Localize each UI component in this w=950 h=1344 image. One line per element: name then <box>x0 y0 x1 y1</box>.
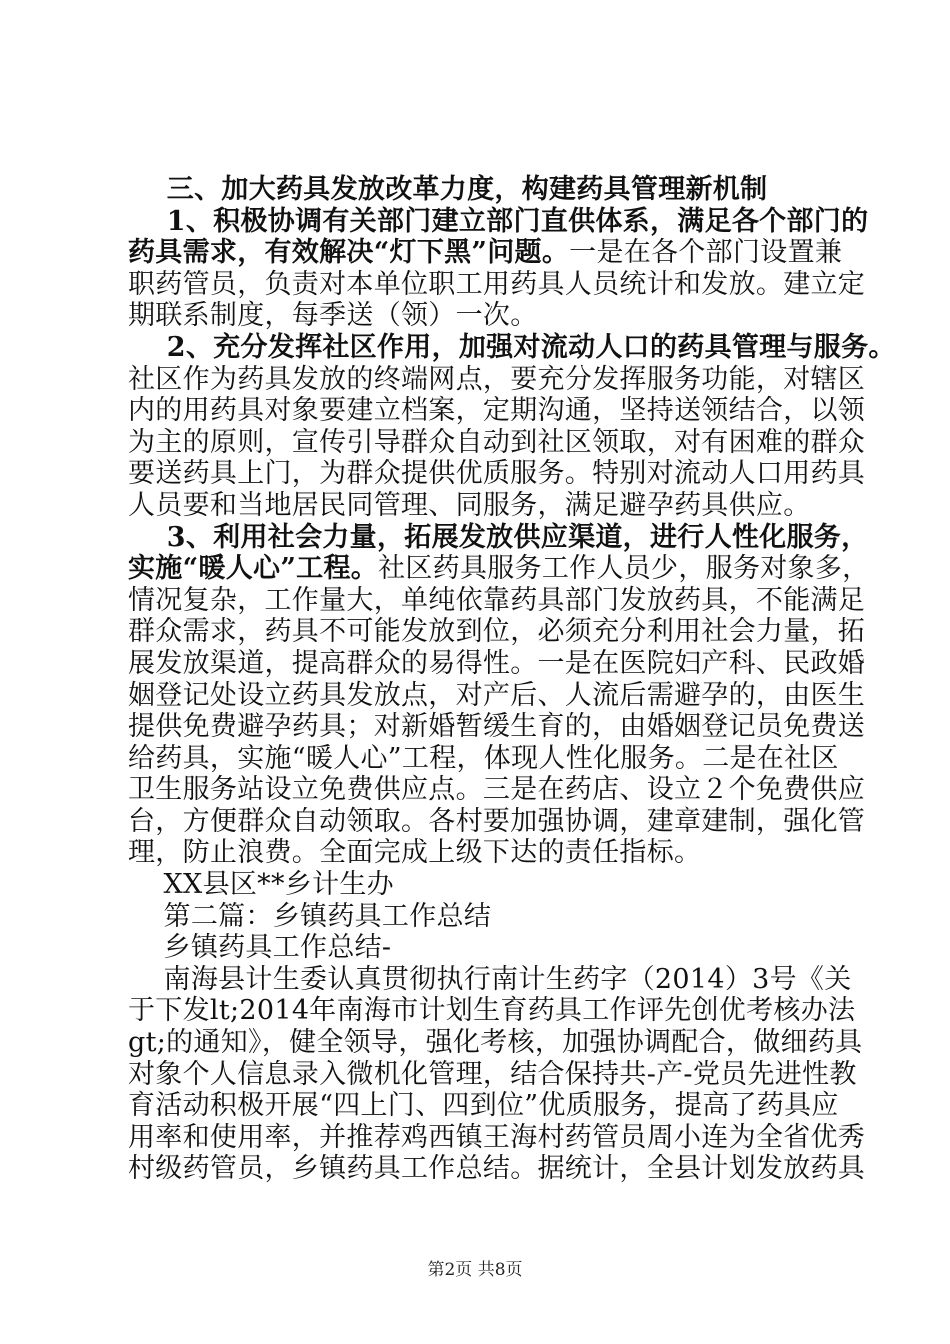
bold-text-segment: 药具需求，有效解决“灯下黑”问题。 <box>128 237 570 269</box>
text-line <box>128 490 843 522</box>
text-line <box>128 1058 857 1091</box>
text-line <box>128 331 896 364</box>
text-segment: 职药管员，负责对本单位职工用药具人员统计和发放。建立定 <box>128 268 866 300</box>
text-line <box>128 774 866 806</box>
text-segment: 乡镇药具工作总结- <box>128 932 392 964</box>
text-segment: 姻登记处设立药具发放点，对产后、人流后需避孕的，由医生 <box>128 679 866 711</box>
text-line <box>128 901 843 933</box>
text-segment: 给药具，实施“暖人心”工程，体现人性化服务。二是在社区 <box>128 742 839 774</box>
bold-text-segment: 3、利用社会力量，拓展发放供应渠道，进行人性化服务， <box>128 521 869 553</box>
text-line <box>128 679 866 712</box>
text-segment: 情况复杂，工作量大，单纯依靠药具部门发放药具，不能满足 <box>128 584 866 616</box>
text-segment: 社区作为药具发放的终端网点，要充分发挥服务功能，对辖区 <box>128 363 866 395</box>
text-segment: 于下发lt;2014年南海市计划生育药具工作评先创优考核办法 <box>128 995 856 1027</box>
text-line <box>128 395 866 427</box>
text-line <box>128 995 856 1027</box>
bold-text-segment: 三、加大药具发放改革力度，构建药具管理新机制 <box>128 174 768 205</box>
text-segment: 理，防止浪费。全面完成上级下达的责任指标。 <box>128 837 702 869</box>
text-segment: gt;的通知》，健全领导，强化考核，加强协调配合，做细药具 <box>128 1027 863 1059</box>
text-segment: 展发放渠道，提高群众的易得性。一是在医院妇产科、民政婚 <box>128 647 866 679</box>
text-segment: 育活动积极开展“四上门、四到位”优质服务，提高了药具应 <box>128 1090 839 1122</box>
text-line <box>128 837 843 869</box>
text-line <box>128 805 866 838</box>
text-segment: 卫生服务站设立免费供应点。三是在药店、设立２个免费供应 <box>128 774 866 806</box>
text-segment: 南海县计生委认真贯彻执行南计生药字（2014）3号《关 <box>128 963 852 995</box>
text-line <box>128 426 866 459</box>
text-line <box>128 300 843 332</box>
text-line <box>128 268 866 301</box>
text-segment: 社区药具服务工作人员少，服务对象多， <box>378 553 870 585</box>
bold-text-segment: 2、充分发挥社区作用，加强对流动人口的药具管理与服务。 <box>128 331 896 363</box>
text-line <box>128 458 866 490</box>
text-line <box>128 1027 863 1059</box>
text-segment: 第二篇：乡镇药具工作总结 <box>128 900 492 932</box>
bold-text-segment: 1、积极协调有关部门建立部门直供体系，满足各个部门的 <box>128 205 869 237</box>
text-line <box>128 237 843 269</box>
text-line <box>128 932 843 964</box>
text-segment: 期联系制度，每季送（领）一次。 <box>128 300 538 332</box>
text-segment: 台，方便群众自动领取。各村要加强协调，建章建制，强化管 <box>128 805 866 837</box>
text-line <box>128 553 870 585</box>
text-segment: 对象个人信息录入微机化管理，结合保持共-产-党员先进性教 <box>128 1058 857 1090</box>
text-line <box>128 647 866 680</box>
text-line <box>128 869 843 901</box>
text-segment: 村级药管员，乡镇药具工作总结。据统计，全县计划发放药具 <box>128 1153 866 1185</box>
text-segment: 要送药具上门，为群众提供优质服务。特别对流动人口用药具 <box>128 458 866 490</box>
page-footer: 第2页 共8页 <box>427 1260 523 1280</box>
text-line <box>128 616 866 648</box>
text-line <box>128 205 869 238</box>
text-line <box>128 584 866 617</box>
document-body <box>128 174 896 1185</box>
text-segment: 提供免费避孕药具；对新婚暂缓生育的，由婚姻登记员免费送 <box>128 711 866 743</box>
text-segment: 用率和使用率，并推荐鸡西镇王海村药管员周小连为全省优秀 <box>128 1121 866 1153</box>
text-segment: XX县区**乡计生办 <box>128 869 394 901</box>
text-line <box>128 1153 866 1185</box>
bold-text-segment: 实施“暖人心”工程。 <box>128 553 379 585</box>
text-line <box>128 1090 843 1122</box>
text-segment: 一是在各个部门设置兼 <box>569 237 843 269</box>
text-segment: 内的用药具对象要建立档案，定期沟通，坚持送领结合，以领 <box>128 395 866 427</box>
text-line <box>128 521 869 554</box>
text-line <box>128 1121 866 1154</box>
text-line <box>128 743 843 775</box>
text-segment: 群众需求，药具不可能发放到位，必须充分利用社会力量，拓 <box>128 616 866 648</box>
text-line <box>128 963 852 996</box>
text-line <box>128 711 866 743</box>
text-segment: 为主的原则，宣传引导群众自动到社区领取，对有困难的群众 <box>128 426 866 458</box>
text-line <box>128 174 843 206</box>
text-segment: 人员要和当地居民同管理、同服务，满足避孕药具供应。 <box>128 489 811 521</box>
text-line <box>128 363 866 396</box>
